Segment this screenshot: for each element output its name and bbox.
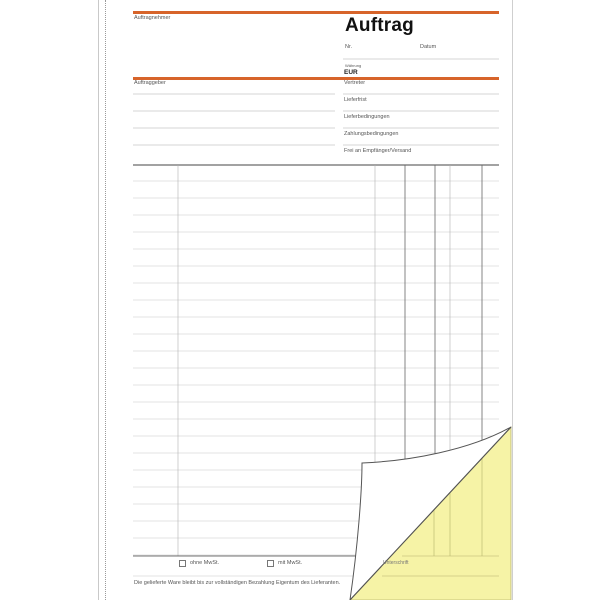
- mit-mwst-label: mit MwSt.: [278, 560, 303, 566]
- lieferbedingungen-label: Lieferbedingungen: [344, 114, 390, 120]
- date-label: Datum: [420, 44, 437, 50]
- vertreter-label: Vertreter: [344, 80, 366, 86]
- zahlungsbedingungen-label: Zahlungsbedingungen: [344, 131, 399, 137]
- retention-note: Die gelieferte Ware bleibt bis zur vollständigen Bezahlung Eigentum des Lieferanten.: [134, 580, 341, 586]
- lieferfrist-label: Lieferfrist: [344, 97, 367, 103]
- form-title: Auftrag: [345, 15, 414, 36]
- currency-value: EUR: [344, 69, 358, 76]
- currency-small-label: Währung: [345, 63, 362, 68]
- ohne-mwst-label: ohne MwSt.: [190, 560, 220, 566]
- order-number-label: Nr.: [345, 44, 353, 50]
- signature-label: Unterschrift: [383, 560, 409, 566]
- auftraggeber-label: Auftraggeber: [134, 80, 166, 86]
- auftragnehmer-label: Auftragnehmer: [134, 15, 171, 21]
- empfaenger-label: Frei an Empfänger/Versand: [344, 148, 412, 154]
